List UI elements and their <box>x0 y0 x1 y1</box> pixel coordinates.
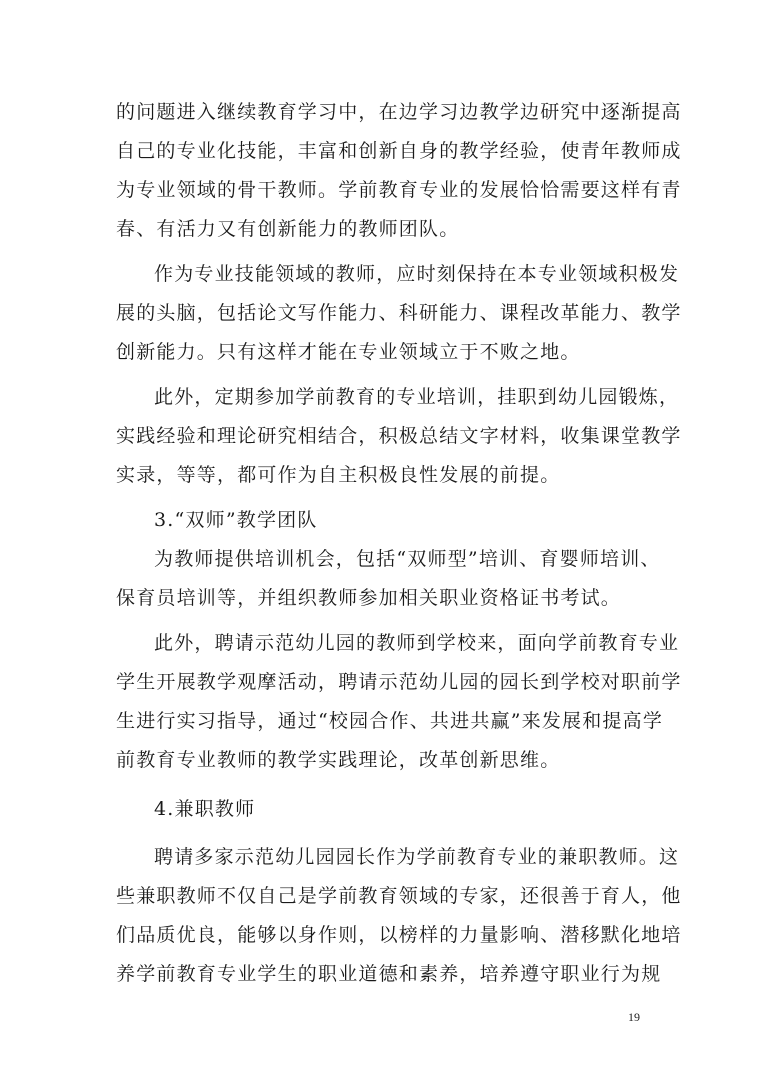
paragraph-line: 学生开展教学观摩活动，聘请示范幼儿园的园长到学校对职前学 <box>116 671 682 693</box>
section-heading: 3.“双师”教学团队 <box>154 509 318 531</box>
paragraph-line: 春、有活力又有创新能力的教师团队。 <box>116 218 460 240</box>
paragraph-line: 此外，定期参加学前教育的专业培训，挂职到幼儿园锻炼， <box>154 386 680 408</box>
page-number: 19 <box>628 1010 640 1024</box>
paragraph-line: 保育员培训等，并组织教师参加相关职业资格证书考试。 <box>116 587 622 609</box>
section-heading: 4.兼职教师 <box>154 798 256 820</box>
paragraph-line: 的问题进入继续教育学习中，在边学习边教学边研究中逐渐提高 <box>116 101 682 123</box>
paragraph-line: 实践经验和理论研究相结合，积极总结文字材料，收集课堂教学 <box>116 425 682 447</box>
paragraph-line: 们品质优良，能够以身作则，以榜样的力量影响、潜移默化地培 <box>116 924 682 946</box>
paragraph-line: 此外，聘请示范幼儿园的教师到学校来，面向学前教育专业 <box>154 632 680 654</box>
paragraph-line: 养学前教育专业学生的职业道德和素养，培养遵守职业行为规 <box>116 963 662 985</box>
paragraph-line: 实录，等等，都可作为自主积极良性发展的前提。 <box>116 464 561 486</box>
paragraph-line: 些兼职教师不仅自己是学前教育领域的专家，还很善于育人，他 <box>116 885 682 907</box>
paragraph-line: 创新能力。只有这样才能在专业领域立于不败之地。 <box>116 341 581 363</box>
paragraph-line: 聘请多家示范幼儿园园长作为学前教育专业的兼职教师。这 <box>154 846 680 868</box>
paragraph-line: 展的头脑，包括论文写作能力、科研能力、课程改革能力、教学 <box>116 302 682 324</box>
paragraph-line: 生进行实习指导，通过“校园合作、共进共赢”来发展和提高学 <box>116 710 664 732</box>
paragraph-line: 作为专业技能领域的教师，应时刻保持在本专业领域积极发 <box>154 263 680 285</box>
paragraph-line: 为教师提供培训机会，包括“双师型”培训、育婴师培训、 <box>154 548 661 570</box>
paragraph-line: 自己的专业化技能，丰富和创新自身的教学经验，使青年教师成 <box>116 140 682 162</box>
paragraph-line: 前教育专业教师的教学实践理论，改革创新思维。 <box>116 749 561 771</box>
paragraph-line: 为专业领域的骨干教师。学前教育专业的发展恰恰需要这样有青 <box>116 179 682 201</box>
